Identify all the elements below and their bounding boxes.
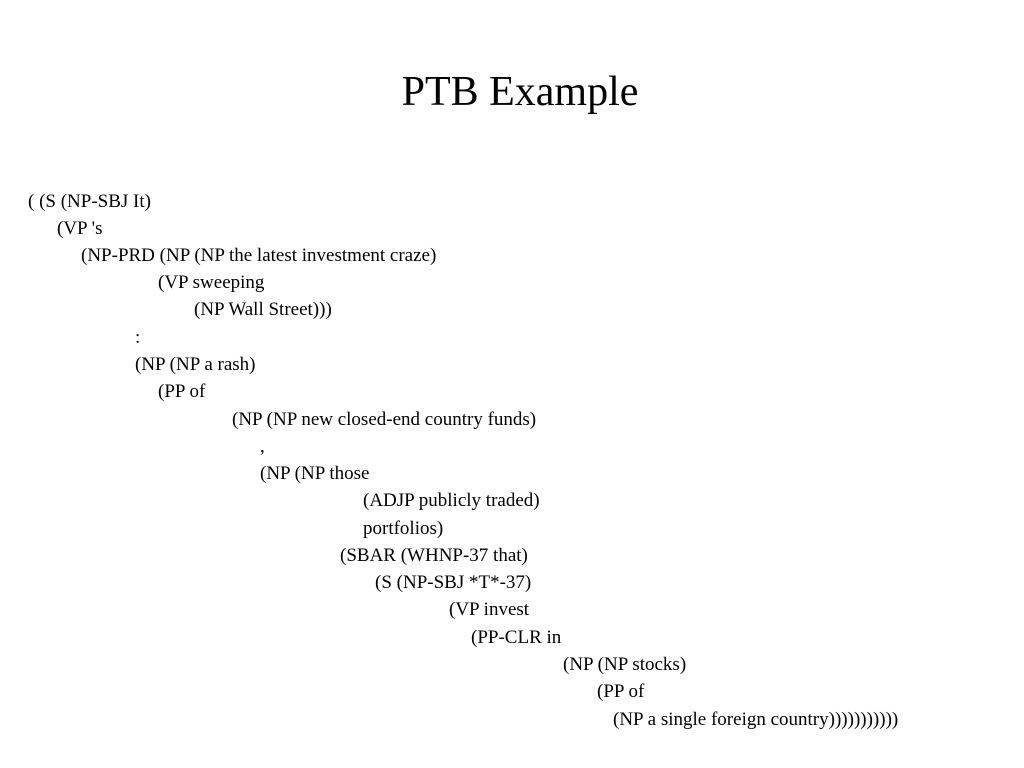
tree-line: (VP 's [57, 218, 103, 239]
tree-line: (NP-PRD (NP (NP the latest investment craze) [81, 245, 437, 266]
tree-line: portfolios) [363, 518, 444, 539]
tree-line: (PP-CLR in [471, 627, 562, 648]
tree-line: (PP of [158, 381, 206, 402]
tree-line: (NP (NP those [260, 463, 370, 484]
tree-line: (NP Wall Street))) [194, 299, 332, 320]
tree-line: (ADJP publicly traded) [363, 490, 540, 511]
tree-line: (NP (NP stocks) [563, 654, 687, 675]
tree-line: (SBAR (WHNP-37 that) [340, 545, 528, 566]
tree-line: , [260, 436, 265, 457]
tree-line: : [135, 327, 141, 348]
tree-line: (NP (NP a rash) [135, 354, 256, 375]
slide-title: PTB Example [401, 69, 639, 115]
tree-line: (VP sweeping [158, 272, 265, 293]
tree-line: (NP (NP new closed-end country funds) [232, 409, 537, 430]
tree-line: (S (NP-SBJ *T*-37) [375, 572, 532, 593]
tree-line: (NP a single foreign country))))))))))) [613, 709, 899, 730]
tree-line: (VP invest [449, 599, 530, 620]
tree-line: ( (S (NP-SBJ It) [28, 191, 151, 212]
tree-line: (PP of [597, 681, 645, 702]
